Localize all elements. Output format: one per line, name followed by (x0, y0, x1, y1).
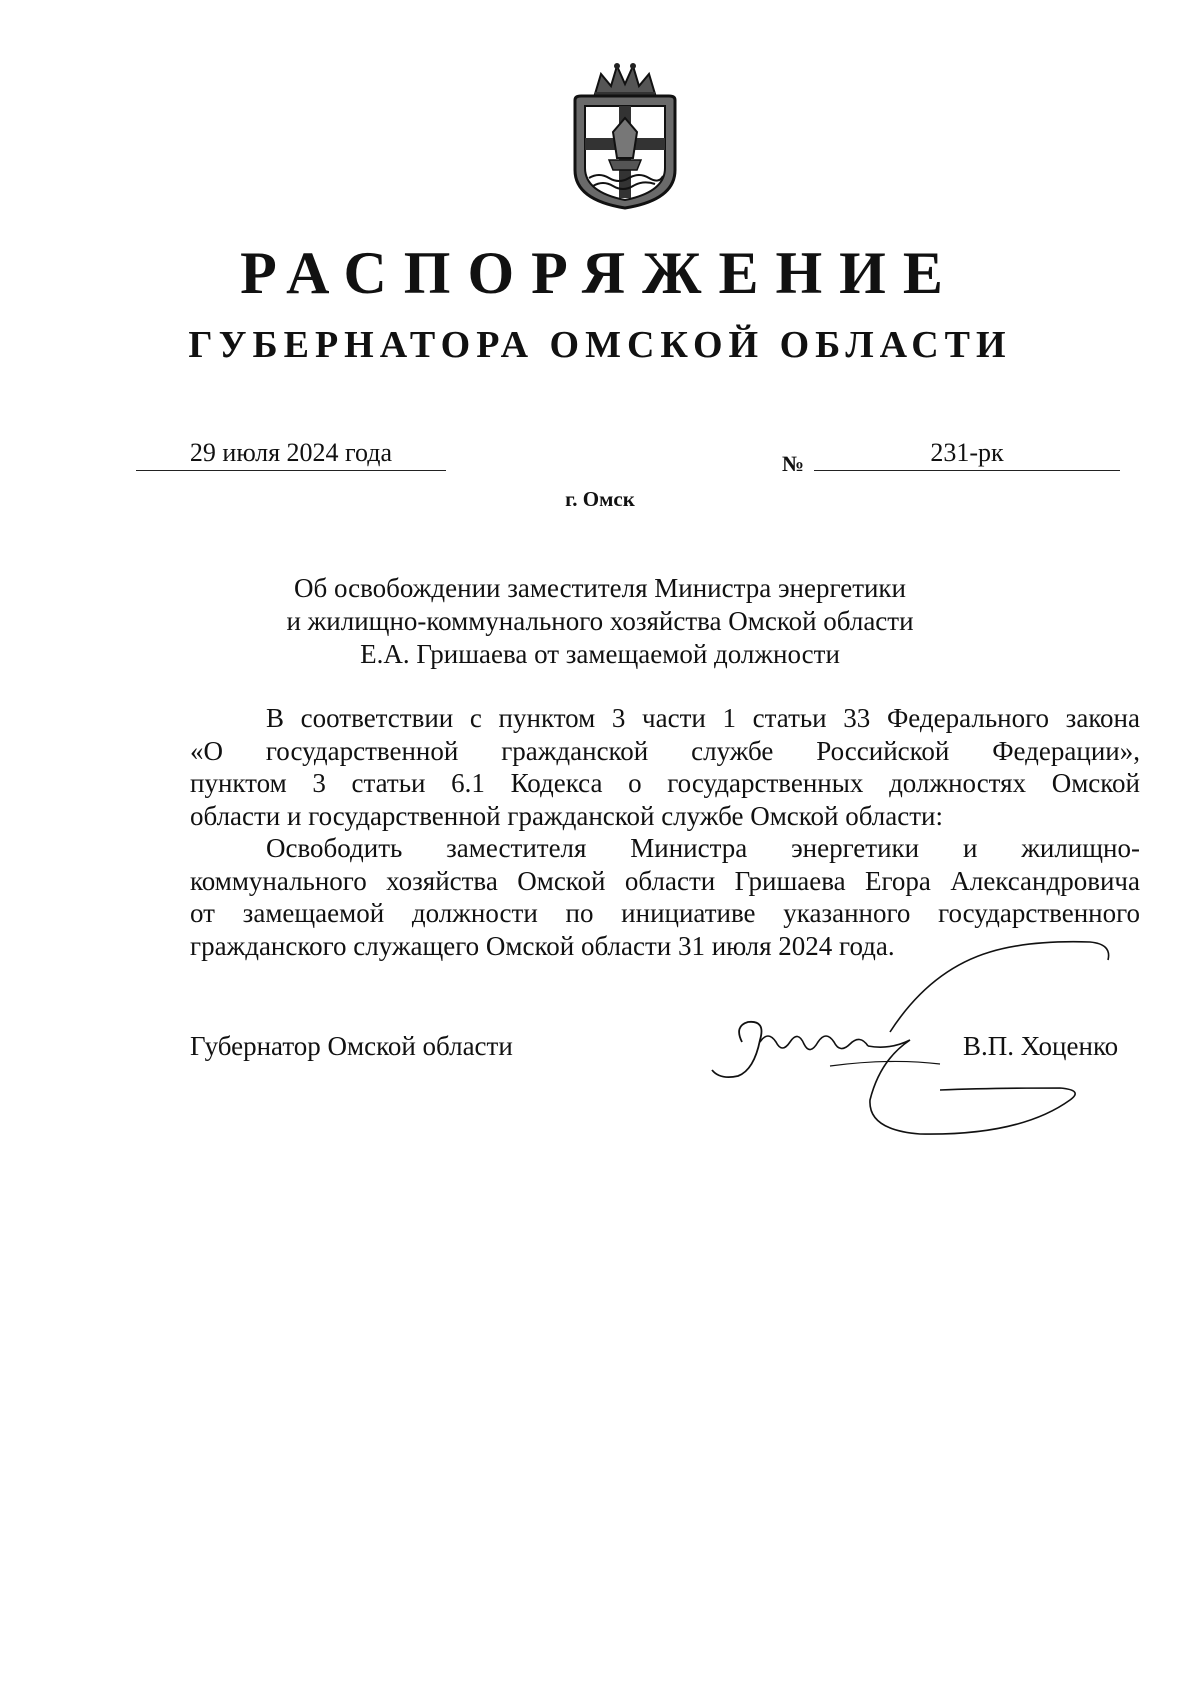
document-type-title: РАСПОРЯЖЕНИЕ (240, 240, 960, 306)
number-sign: № (782, 451, 805, 476)
document-subject (200, 572, 1000, 671)
issuer-title: ГУБЕРНАТОРА ОМСКОЙ ОБЛАСТИ (188, 324, 1012, 366)
body-line: В соответствии с пунктом 3 части 1 статьи 33 Федерального закона (266, 703, 1140, 733)
document-number: 231-рк (814, 438, 1120, 471)
subject-line: и жилищно-коммунального хозяйства Омской области (286, 606, 914, 636)
body-line: гражданского служащего Омской области 31 июля 2024 года. (190, 930, 895, 961)
document-body (190, 702, 1140, 962)
body-line: коммунального хозяйства Омской области Гришаева Егора Александровича (190, 865, 1140, 896)
signatory-position: Губернатор Омской области (190, 1031, 513, 1061)
body-paragraph-1 (190, 702, 1140, 832)
body-line: области и государственной гражданской службе Омской области: (190, 800, 943, 831)
omsk-coat-of-arms-icon (565, 60, 685, 210)
body-line: от замещаемой должности по инициативе указанного государственного (190, 898, 1140, 928)
subject-line: Е.А. Гришаева от замещаемой должности (360, 639, 840, 669)
body-line: пунктом 3 статьи 6.1 Кодекса о государственных должностях Омской (190, 768, 1140, 798)
body-line: «О государственной гражданской службе Российской Федерации», (190, 735, 1140, 766)
document-date: 29 июля 2024 года (136, 438, 446, 471)
signatory-name: В.П. Хоценко (963, 1031, 1119, 1061)
body-line: Освободить заместителя Министра энергетики и жилищно- (266, 833, 1140, 863)
subject-line: Об освобождении заместителя Министра энергетики (293, 573, 907, 603)
document-city: г. Омск (565, 487, 635, 511)
